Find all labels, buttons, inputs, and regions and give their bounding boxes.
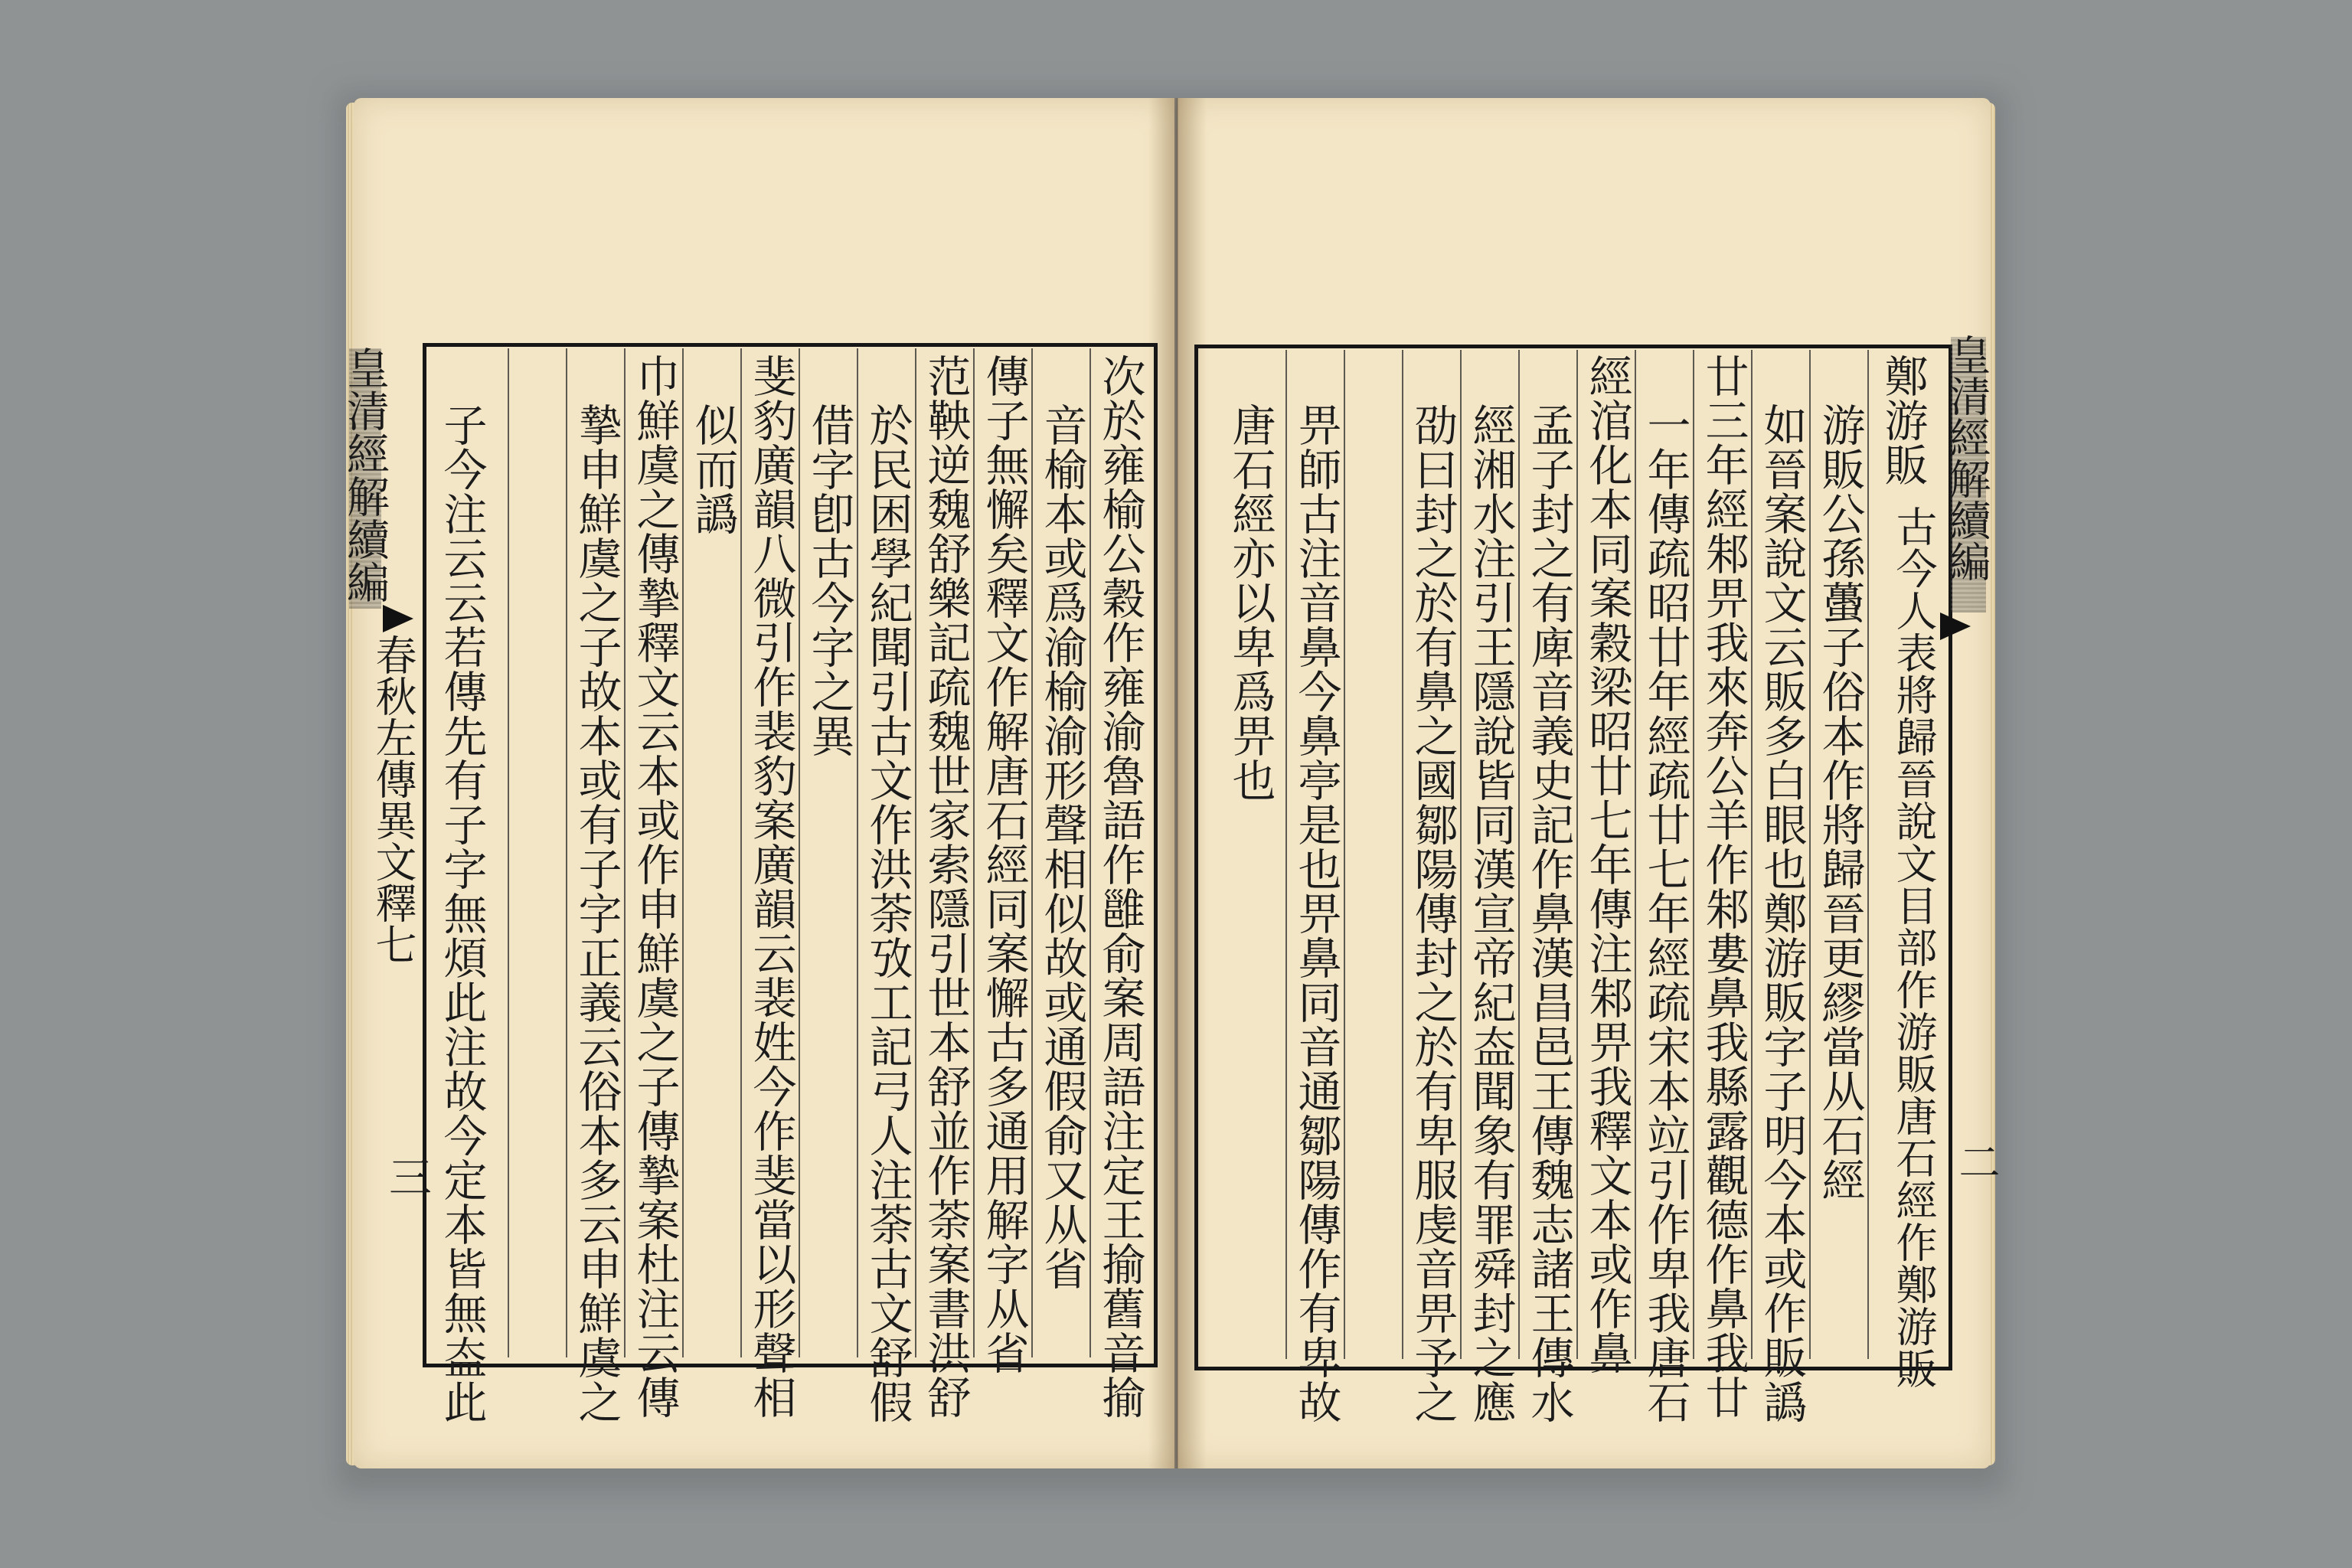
text-column: 於民困學紀聞引古文作洪荼攷工記弓人注荼古文舒假 bbox=[862, 403, 913, 1424]
left-margin-section: 春秋左傳異文釋七 bbox=[369, 634, 417, 965]
right-column-rule bbox=[1693, 350, 1694, 1359]
text-column: 傳子無懈矣釋文作解唐石經同案懈古多通用解字从省 bbox=[978, 354, 1029, 1375]
text-column: 游販公孫蠆子俗本作將歸晉更繆當从石經 bbox=[1815, 403, 1865, 1202]
text-column: 斐豹廣韻八微引作裴豹案廣韻云裴姓今作斐當以形聲相 bbox=[746, 354, 796, 1419]
text-column: 劭曰封之於有鼻之國鄒陽傳封之於有卑服虔音畀予之 bbox=[1407, 403, 1458, 1424]
right-column-rule bbox=[1867, 350, 1869, 1359]
left-margin-title: 皇清經解續編 bbox=[340, 346, 390, 603]
text-column: 唐石經亦以卑爲畀也 bbox=[1225, 403, 1276, 802]
text-column: 范鞅逆魏舒樂記疏魏世家索隱引世本舒並作荼案書洪舒 bbox=[920, 354, 971, 1419]
left-column-rule bbox=[915, 348, 916, 1357]
text-column: 廿三年經邾畀我來奔公羊作邾婁鼻我縣露觀德作鼻我廿 bbox=[1698, 354, 1749, 1419]
text-column: 一年傳疏昭廿年經疏廿七年經疏宋本竝引作卑我唐石 bbox=[1640, 403, 1690, 1424]
left-column-rule bbox=[1089, 348, 1091, 1357]
left-column-rule bbox=[682, 348, 684, 1357]
left-column-rule bbox=[1031, 348, 1033, 1357]
right-column-rule bbox=[1809, 350, 1811, 1359]
text-column: 子今注云云若傳先有子字無煩此注故今定本皆無盇此 bbox=[436, 403, 487, 1424]
text-column: 摯申鮮虞之子故本或有子字正義云俗本多云申鮮虞之 bbox=[571, 403, 622, 1424]
text-column: 次於雍榆公穀作雍渝魯語作雝俞案周語注定王揄舊音揄 bbox=[1095, 354, 1145, 1419]
annotation-column: 古今人表將歸晉說文目部作游販唐石經作鄭游販 bbox=[1890, 505, 1938, 1390]
right-column-rule bbox=[1344, 350, 1345, 1359]
left-fish-tail-icon bbox=[383, 605, 413, 632]
text-column: 孟子封之有庳音義史記作鼻漢昌邑王傳魏志諸王傳水 bbox=[1524, 403, 1574, 1424]
right-fish-tail-icon bbox=[1940, 612, 1971, 640]
left-margin-page-number: 三 bbox=[382, 1155, 432, 1197]
right-column-rule bbox=[1285, 350, 1287, 1359]
left-column-rule bbox=[740, 348, 742, 1357]
left-column-rule bbox=[624, 348, 626, 1357]
text-column: 經涫化本同案穀梁昭廿七年傳注邾畀我釋文本或作鼻 bbox=[1582, 354, 1632, 1375]
text-column: 畀師古注音鼻今鼻亭是也畀鼻同音通鄒陽傳作有卑故 bbox=[1291, 403, 1341, 1424]
left-column-rule bbox=[508, 348, 509, 1357]
right-column-rule bbox=[1751, 350, 1753, 1359]
right-column-rule bbox=[1635, 350, 1636, 1359]
text-column: 音榆本或爲渝榆渝形聲相似故或通假俞又从省 bbox=[1037, 403, 1087, 1291]
text-column: 鄭游販 bbox=[1877, 354, 1928, 487]
text-column: 如晉案說文云販多白眼也鄭游販字子明今本或作販譌 bbox=[1756, 403, 1807, 1424]
right-margin-page-number: 二 bbox=[1952, 1141, 2001, 1182]
text-column: 巾鮮虞之傳摯釋文云本或作申鮮虞之子傳摯案杜注云傳 bbox=[629, 354, 680, 1419]
left-column-rule bbox=[973, 348, 975, 1357]
left-column-rule bbox=[857, 348, 858, 1357]
right-margin-title: 皇清經解續編 bbox=[1943, 334, 1991, 582]
text-column: 似而譌 bbox=[688, 403, 738, 536]
text-column: 經湘水注引王隱說皆同漢宣帝紀盇聞象有罪舜封之應 bbox=[1465, 403, 1516, 1424]
text-column: 借字卽古今字之異 bbox=[804, 403, 854, 758]
right-column-rule bbox=[1518, 350, 1520, 1359]
right-column-rule bbox=[1402, 350, 1403, 1359]
left-column-rule bbox=[566, 348, 567, 1357]
right-column-rule bbox=[1576, 350, 1578, 1359]
left-column-rule bbox=[799, 348, 800, 1357]
right-column-rule bbox=[1460, 350, 1462, 1359]
